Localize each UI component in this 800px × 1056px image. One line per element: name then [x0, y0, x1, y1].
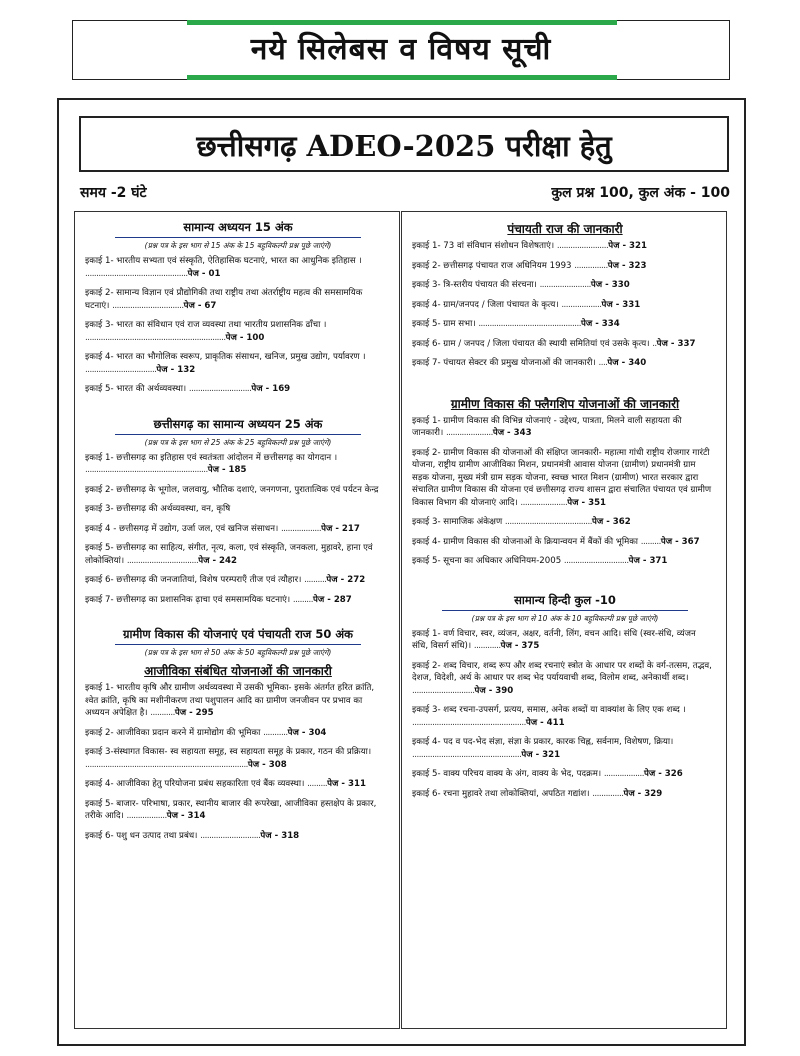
item-text: इकाई 4- ग्रामीण विकास की योजनाओं के क्रियान्वयन में बैंकों की भूमिका — [412, 536, 639, 547]
item-page: पेज - 321 — [521, 749, 561, 760]
item-page: पेज - 337 — [656, 338, 696, 349]
item-text: इकाई 3- त्रि-स्तरीय पंचायत की संरचना। — [412, 280, 537, 290]
item-page: पेज - 331 — [601, 299, 641, 310]
syllabus-item: इकाई 2- आजीविका प्रदान करने में ग्रामोद्योग की भूमिका ...........पेज - 304 — [85, 727, 327, 738]
item-page: पेज - 314 — [166, 811, 206, 821]
left-column — [74, 211, 400, 1029]
item-text: इकाई 4- ग्राम/जनपद / जिला पंचायत के कृत्य। — [412, 299, 559, 310]
syllabus-item: इकाई 6- पशु धन उत्पाद तथा प्रबंध। ...........................पेज - 318 — [85, 830, 300, 841]
item-page: पेज - 304 — [287, 727, 327, 738]
exam-title-box — [79, 116, 729, 172]
item-text: इकाई 5- वाक्य परिचय वाक्य के अंग, वाक्य के भेद, पदक्रम। — [412, 769, 602, 779]
item-text: इकाई 2- सामान्य विज्ञान एवं प्रौद्योगिकी तथा राष्ट्रीय तथा अंतर्राष्ट्रीय महत्व की समसामयिक घटनाएं। — [85, 288, 363, 311]
section-heading: ग्रामीण विकास की योजनाएं एवं पंचायती राज 50 अंक — [123, 627, 353, 641]
item-text: इकाई 3- छत्तीसगढ़ की अर्थव्यवस्था, वन, कृषि — [85, 504, 231, 514]
banner-bottom-stripe — [187, 75, 617, 80]
item-text: इकाई 2- छत्तीसगढ़ पंचायत राज अधिनियम 1993 — [412, 260, 572, 271]
item-text: इकाई 7- छत्तीसगढ़ का प्रशासनिक ढ़ाचा एवं समसामयिक घटनाएं। — [85, 594, 291, 605]
item-page: पेज - 67 — [183, 300, 217, 311]
item-text: इकाई 6- पशु धन उत्पाद तथा प्रबंध। — [85, 830, 198, 841]
item-text: इकाई 4 - छत्तीसगढ़ में उद्योग, उर्जा जल, एवं खनिज संसाधन। — [85, 523, 279, 534]
item-text: इकाई 3- भारत का संविधान एवं राज व्यवस्था तथा भारतीय प्रशासनिक ढाँचा । — [85, 320, 327, 330]
item-page: पेज - 323 — [607, 260, 647, 271]
syllabus-item: इकाई 4- ग्राम/जनपद / जिला पंचायत के कृत्य। ..................पेज - 331 — [412, 299, 641, 310]
item-page: पेज - 242 — [198, 555, 237, 566]
item-text: इकाई 5- छत्तीसगढ़ का साहित्य, संगीत, नृत्य, कला, एवं संस्कृति, जनकला, मुहावरे, हाना एवं लोकोक्तियां। — [85, 543, 373, 566]
section-note: (प्रश्न पत्र के इस भाग से 15 अंक के 15 बहुविकल्पी प्रश्न पूछे जाएंगे) — [144, 241, 332, 250]
item-page: पेज - 362 — [591, 517, 631, 527]
item-text: इकाई 6- ग्राम / जनपद / जिला पंचायत की स्थायी समितियां एवं उसके कृत्य। — [412, 338, 650, 349]
item-page: पेज - 169 — [251, 384, 291, 394]
item-text: इकाई 2- ग्रामीण विकास की योजनाओं की संक्षिप्त जानकारी- महात्मा गांधी राष्ट्रीय रोजगार गारंटी योजना, राष्ट्रीय ग्रामीण आजीविका मिशन, प्रधानमंत्री आवास योजना (ग्रामीण) प्रधानमंत्री ग्राम सड़क योजना, मुख्य मंत्री ग्राम सड़क योजना, स्वच्छ भारत मिशन (ग्रामीण) भारत सरकार द्वारा संचालित ग्रामीण विकास की योजना एवं छत्तीसगढ़ राज्य शासन द्वारा संचालित पंचायत एवं ग्रामीण विकास विभाग की योजनाएं आदि। — [412, 447, 712, 508]
syllabus-item: इकाई 4- आजीविका हेतु परियोजना प्रबंध सहकारिता एवं बैंक व्यवस्था। .........पेज - 311 — [85, 779, 366, 789]
section-rule — [115, 434, 361, 435]
item-page: पेज - 329 — [623, 788, 663, 799]
item-page: पेज - 351 — [567, 497, 607, 508]
item-text: इकाई 1- ग्रामीण विकास की विभिन्न योजनाएं - उद्देश्य, पात्रता, मिलने वाली सहायता की जानकारी। — [412, 415, 682, 438]
syllabus-item: इकाई 1- 73 वां संविधान संशोधन विशेषताएं। .......................पेज - 321 — [412, 241, 647, 251]
syllabus-item: इकाई 1- भारतीय सभ्यता एवं संस्कृति, ऐतिहासिक घटनाएं, भारत का आधुनिक इतिहास । ..............................................पेज - 01 — [85, 256, 362, 279]
item-page: पेज - 217 — [321, 523, 360, 534]
syllabus-item: इकाई 6- रचना मुहावरे तथा लोकोक्तियां, अपठित गद्यांश। ..............पेज - 329 — [412, 788, 663, 799]
item-text: इकाई 3- सामाजिक अंकेक्षण — [412, 517, 503, 527]
syllabus-item — [85, 484, 391, 497]
title-banner — [72, 20, 730, 80]
item-page: पेज - 334 — [580, 319, 620, 329]
syllabus-item: इकाई 3- भारत का संविधान एवं राज व्यवस्था तथा भारतीय प्रशासनिक ढाँचा । ...............................................................पेज - 100 — [85, 320, 327, 343]
exam-title: छत्तीसगढ़ ADEO-2025 परीक्षा हेतु — [196, 129, 612, 163]
item-page: पेज - 375 — [500, 641, 540, 651]
item-text: इकाई 5- ग्राम सभा। — [412, 319, 476, 329]
syllabus-item: इकाई 4 - छत्तीसगढ़ में उद्योग, उर्जा जल, एवं खनिज संसाधन। ..................पेज - 217 — [85, 523, 360, 534]
section-note: (प्रश्न पत्र के इस भाग से 50 अंक के 50 बहुविकल्पी प्रश्न पूछे जाएंगे) — [144, 648, 332, 657]
item-page: पेज - 100 — [225, 332, 265, 343]
syllabus-item: इकाई 4- पद व पद-भेद संज्ञा, संज्ञा के प्रकार, कारक चिह्न, सर्वनाम, विशेषण, क्रिया। .................................................पेज - 321 — [412, 737, 674, 760]
syllabus-item: इकाई 2- सामान्य विज्ञान एवं प्रौद्योगिकी तथा राष्ट्रीय तथा अंतर्राष्ट्रीय महत्व की समसामयिक घटनाएं। ................................पेज - 67 — [85, 288, 363, 311]
item-text: इकाई 4- आजीविका हेतु परियोजना प्रबंध सहकारिता एवं बैंक व्यवस्था। — [85, 779, 305, 789]
item-page: पेज - 295 — [174, 708, 214, 718]
syllabus-item: इकाई 5- भारत की अर्थव्यवस्था। ............................पेज - 169 — [85, 384, 291, 394]
item-text: इकाई 6- छत्तीसगढ़ की जनजातियां, विशेष परम्पराएँ तीज एवं त्यौहार। — [85, 575, 302, 585]
item-page: पेज - 330 — [590, 280, 630, 290]
section-rule — [115, 644, 361, 645]
item-page: पेज - 308 — [247, 759, 287, 770]
subsection-heading: आजीविका संबंधित योजनाओं की जानकारी — [144, 664, 332, 678]
section-note: (प्रश्न पत्र के इस भाग से 10 अंक के 10 बहुविकल्पी प्रश्न पूछे जाएंगे) — [471, 613, 659, 623]
syllabus-item: इकाई 4- भारत का भौगोलिक स्वरूप, प्राकृतिक संसाधन, खनिज, प्रमुख उद्योग, पर्यावरण । ................................पेज - 132 — [85, 352, 366, 375]
item-text: इकाई 3- शब्द रचना-उपसर्ग, प्रत्यय, समास, अनेक शब्दों या वाक्यांश के लिए एक शब्द । — [412, 705, 686, 715]
item-page: पेज - 287 — [313, 594, 352, 605]
item-page: पेज - 411 — [525, 717, 565, 728]
syllabus-item: इकाई 3- शब्द रचना-उपसर्ग, प्रत्यय, समास, अनेक शब्दों या वाक्यांश के लिए एक शब्द । ...................................................पेज - 411 — [412, 705, 686, 728]
section-heading: ग्रामीण विकास की फ्लैगशिप योजनाओं की जानकारी — [450, 396, 680, 411]
syllabus-item: इकाई 1- ग्रामीण विकास की विभिन्न योजनाएं - उद्देश्य, पात्रता, मिलने वाली सहायता की जानकारी। .....................पेज - 343 — [412, 415, 682, 438]
syllabus-item: इकाई 1- छत्तीसगढ़ का इतिहास एवं स्वतंत्रता आंदोलन में छत्तीसगढ़ का योगदान । .......................................................पेज - 185 — [85, 452, 338, 475]
item-page: पेज - 311 — [327, 779, 366, 789]
syllabus-item: इकाई 5- बाजार- परिभाषा, प्रकार, स्थानीय बाजार की रूपरेखा, आजीविका हस्तक्षेप के प्रकार, तरीके आदि। ..................पेज - 314 — [85, 798, 377, 821]
syllabus-item: इकाई 5- वाक्य परिचय वाक्य के अंग, वाक्य के भेद, पदक्रम। ..................पेज - 326 — [412, 769, 683, 779]
section-heading: सामान्य हिन्दी कुल -10 — [514, 592, 616, 607]
item-text: इकाई 2- शब्द विचार, शब्द रूप और शब्द रचनाएं स्त्रोत के आधार पर शब्दों के वर्ग-तत्सम, तद्भव, देशज, विदेशी, अर्थ के आधार पर शब्द भेद पर्यायवाची शब्द, विलोम शब्द, अनेकार्थी शब्द। — [412, 660, 712, 683]
section-rule — [115, 237, 361, 238]
section-heading: सामान्य अध्ययन 15 अंक — [183, 220, 293, 234]
item-text: इकाई 1- भारतीय सभ्यता एवं संस्कृति, ऐतिहासिक घटनाएं, भारत का आधुनिक इतिहास । — [85, 256, 362, 266]
item-page: पेज - 326 — [644, 769, 683, 779]
syllabus-item: इकाई 2- छत्तीसगढ़ पंचायत राज अधिनियम 1993 ...............पेज - 323 — [412, 260, 647, 271]
item-page: पेज - 272 — [326, 575, 366, 585]
section-note: (प्रश्न पत्र के इस भाग से 25 अंक के 25 बहुविकल्पी प्रश्न पूछे जाएंगे) — [144, 437, 332, 447]
item-text: इकाई 1- वर्ण विचार, स्वर, व्यंजन, अक्षर, वर्तनी, लिंग, वचन आदि। संधि (स्वर-संधि, व्यंजन संधि, विसर्ग संधि)। — [412, 628, 696, 651]
item-page: पेज - 318 — [260, 830, 300, 841]
item-page: पेज - 321 — [608, 241, 647, 251]
syllabus-item: इकाई 1- वर्ण विचार, स्वर, व्यंजन, अक्षर, वर्तनी, लिंग, वचन आदि। संधि (स्वर-संधि, व्यंजन संधि, विसर्ग संधि)। ............पेज - 375 — [412, 628, 696, 651]
syllabus-item: इकाई 3- त्रि-स्तरीय पंचायत की संरचना। .......................पेज - 330 — [412, 280, 630, 290]
item-text: इकाई 5- बाजार- परिभाषा, प्रकार, स्थानीय बाजार की रूपरेखा, आजीविका हस्तक्षेप के प्रकार, तरीके आदि। — [85, 798, 377, 821]
exam-marks: कुल प्रश्न 100, कुल अंक - 100 — [551, 185, 730, 201]
section-rule — [442, 610, 688, 611]
banner-title: नये सिलेबस व विषय सूची — [250, 32, 552, 67]
syllabus-item: इकाई 2- शब्द विचार, शब्द रूप और शब्द रचनाएं स्त्रोत के आधार पर शब्दों के वर्ग-तत्सम, तद्भव, देशज, विदेशी, अर्थ के आधार पर शब्द भेद पर्यायवाची शब्द, विलोम शब्द, अनेकार्थी शब्द। ............................पेज - 390 — [412, 660, 712, 696]
exam-time: समय -2 घंटे — [80, 185, 147, 201]
syllabus-item: इकाई 3-संस्थागत विकास- स्व सहायता समूह, स्व सहायता समूह के प्रकार, गठन की प्रक्रिया। .........................................................................पेज - 308 — [85, 747, 372, 770]
item-page: पेज - 185 — [207, 465, 247, 475]
banner-top-stripe — [187, 20, 617, 25]
syllabus-item — [85, 503, 391, 516]
item-page: पेज - 01 — [187, 268, 221, 279]
item-text: इकाई 4- पद व पद-भेद संज्ञा, संज्ञा के प्रकार, कारक चिह्न, सर्वनाम, विशेषण, क्रिया। — [412, 737, 674, 747]
item-text: इकाई 1- भारतीय कृषि और ग्रामीण अर्थव्यवस्था में उसकी भूमिका- इसके अंतर्गत हरित क्रांति, श्वेत क्रांति, कृषि का मशीनीकरण तथा पशुपालन आदि का ग्रामीण जनजीवन पर प्रभाव का अध्ययन अपेक्षित है। — [85, 683, 375, 718]
section-heading: पंचायती राज की जानकारी — [507, 222, 623, 236]
item-text: इकाई 1- 73 वां संविधान संशोधन विशेषताएं। — [412, 241, 555, 251]
item-page: पेज - 343 — [492, 428, 532, 438]
syllabus-item: इकाई 1- भारतीय कृषि और ग्रामीण अर्थव्यवस्था में उसकी भूमिका- इसके अंतर्गत हरित क्रांति, श्वेत क्रांति, कृषि का मशीनीकरण तथा पशुपालन आदि का ग्रामीण जनजीवन पर प्रभाव का अध्ययन अपेक्षित है। ...........पेज - 295 — [85, 683, 375, 718]
item-text: इकाई 2- आजीविका प्रदान करने में ग्रामोद्योग की भूमिका — [85, 727, 261, 738]
item-page: पेज - 132 — [156, 364, 196, 375]
section-heading: छत्तीसगढ़ का सामान्य अध्ययन 25 अंक — [153, 416, 323, 431]
syllabus-item: इकाई 2- ग्रामीण विकास की योजनाओं की संक्षिप्त जानकारी- महात्मा गांधी राष्ट्रीय रोजगार गारंटी योजना, राष्ट्रीय ग्रामीण आजीविका मिशन, प्रधानमंत्री आवास योजना (ग्रामीण) प्रधानमंत्री ग्राम सड़क योजना, मुख्य मंत्री ग्राम सड़क योजना, स्वच्छ भारत मिशन (ग्रामीण) भारत सरकार द्वारा संचालित ग्रामीण विकास की योजना एवं छत्तीसगढ़ राज्य शासन द्वारा संचालित पंचायत एवं ग्रामीण विकास विभाग की योजनाएं आदि। .....................पेज - 351 — [412, 447, 712, 508]
item-text: इकाई 2- छत्तीसगढ़ के भूगोल, जलवायु, भौतिक दशाएं, जनगणना, पुरातात्विक एवं पर्यटन केन्द्र — [85, 484, 379, 495]
item-text: इकाई 5- भारत की अर्थव्यवस्था। — [85, 384, 187, 394]
item-text: इकाई 1- छत्तीसगढ़ का इतिहास एवं स्वतंत्रता आंदोलन में छत्तीसगढ़ का योगदान । — [85, 452, 338, 463]
syllabus-item: इकाई 5- छत्तीसगढ़ का साहित्य, संगीत, नृत्य, कला, एवं संस्कृति, जनकला, मुहावरे, हाना एवं लोकोक्तियां। ................................पेज - 242 — [85, 543, 373, 566]
syllabus-item: इकाई 5- सूचना का अधिकार अधिनियम-2005 .............................पेज - 371 — [412, 556, 668, 566]
item-text: इकाई 7- पंचायत सेक्टर की प्रमुख योजनाओं की जानकारी। — [412, 358, 596, 368]
item-text: इकाई 3-संस्थागत विकास- स्व सहायता समूह, स्व सहायता समूह के प्रकार, गठन की प्रक्रिया। — [85, 747, 372, 757]
item-page: पेज - 340 — [607, 358, 647, 368]
item-page: पेज - 371 — [628, 556, 668, 566]
item-text: इकाई 5- सूचना का अधिकार अधिनियम-2005 — [412, 556, 562, 566]
item-page: पेज - 367 — [660, 536, 700, 547]
syllabus-item: इकाई 7- छत्तीसगढ़ का प्रशासनिक ढ़ाचा एवं समसामयिक घटनाएं। .........पेज - 287 — [85, 594, 352, 605]
syllabus-item: इकाई 4- ग्रामीण विकास की योजनाओं के क्रियान्वयन में बैंकों की भूमिका .........पेज - 367 — [412, 536, 700, 547]
syllabus-item: इकाई 6- ग्राम / जनपद / जिला पंचायत की स्थायी समितियां एवं उसके कृत्य। ..पेज - 337 — [412, 338, 696, 349]
syllabus-item: इकाई 6- छत्तीसगढ़ की जनजातियां, विशेष परम्पराएँ तीज एवं त्यौहार। ..........पेज - 272 — [85, 575, 366, 585]
item-page: पेज - 390 — [474, 685, 514, 696]
right-column — [401, 211, 727, 1029]
syllabus-item: इकाई 7- पंचायत सेक्टर की प्रमुख योजनाओं की जानकारी। ....पेज - 340 — [412, 358, 647, 368]
syllabus-item: इकाई 3- सामाजिक अंकेक्षण .......................................पेज - 362 — [412, 517, 631, 527]
syllabus-item: इकाई 5- ग्राम सभा। ..............................................पेज - 334 — [412, 319, 620, 329]
item-text: इकाई 6- रचना मुहावरे तथा लोकोक्तियां, अपठित गद्यांश। — [412, 788, 590, 799]
item-text: इकाई 4- भारत का भौगोलिक स्वरूप, प्राकृतिक संसाधन, खनिज, प्रमुख उद्योग, पर्यावरण । — [85, 352, 366, 362]
